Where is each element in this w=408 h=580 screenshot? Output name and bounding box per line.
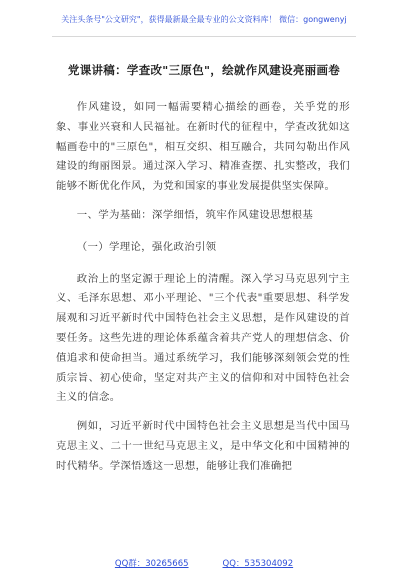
section-heading: 一、学为基础：深学细悟，筑牢作风建设思想根基 [76,208,314,221]
page-header-note: 关注头条号"公文研究"，获得最新最全最专业的公文资料库！ 微信：gongwenyj [61,15,347,24]
header-divider [52,36,356,37]
qq-contact-link[interactable]: QQ：535304092 [222,559,294,569]
page-footer [0,557,408,569]
document-title: 党课讲稿：学查改"三原色"，绘就作风建设亮丽画卷 [67,63,341,77]
paragraph-example: 例如，习近平新时代中国特色社会主义思想是当代中国马克思主义、二十一世纪马克思主义，是中华文化和中国精神的时代精华。学深悟透这一思想，能够让我们准确把 [56,420,350,472]
paragraph-theory: 政治上的坚定源于理论上的清醒。深入学习马克思列宁主义、毛泽东思想、邓小平理论、"三个代表"重要思想、科学发展观和习近平新时代中国特色社会主义思想，是作风建设的首要任务。这些先进的理论体系蕴含着共产党人的理想信念、价值追求和使命担当。通过系统学习，我们能够深刻领会党的性质宗旨、初心使命，坚定对共产主义的信仰和对中国特色社会主义的信念。 [56,272,350,404]
paragraph-intro: 作风建设，如同一幅需要精心描绘的画卷，关乎党的形象、事业兴衰和人民福祉。在新时代的征程中，学查改犹如这幅画卷中的"三原色"，相互交织、相互融合，共同勾勒出作风建设的绚丽图景。通过深入学习、精准查摆、扎实整改，我们能够不断优化作风，为党和国家的事业发展提供坚实保障。 [56,101,350,193]
document-body [56,98,350,486]
subsection-heading: （一）学理论，强化政治引领 [76,240,217,253]
qq-group-link[interactable]: QQ群：30265665 [114,559,189,569]
